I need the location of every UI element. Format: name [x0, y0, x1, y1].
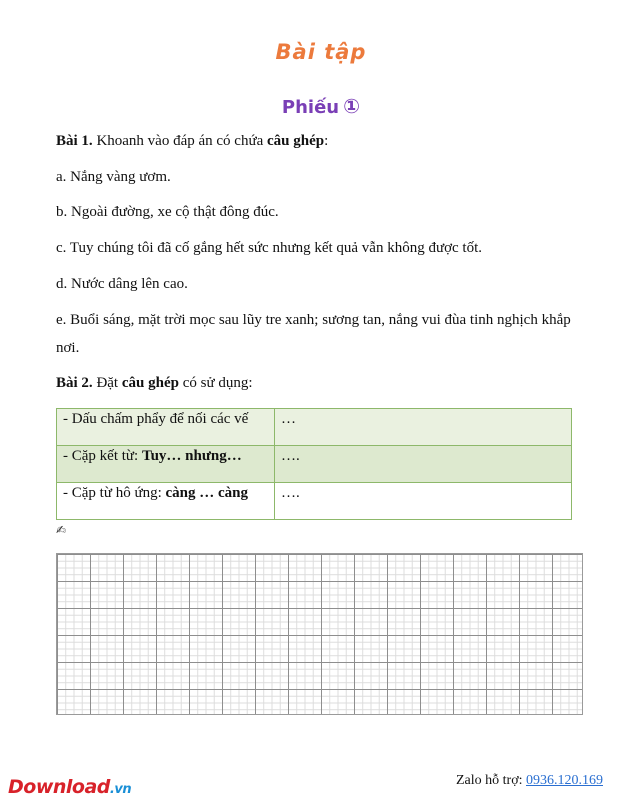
exercise-2-keyword: câu ghép [121, 375, 179, 391]
exercise-2-label: Bài 2. [56, 375, 93, 391]
option-d[interactable]: d. Nước dâng lên cao. [56, 276, 188, 292]
requirement-keyword: càng … càng [165, 485, 249, 501]
answer-cell[interactable]: … [275, 409, 572, 446]
writing-grid[interactable] [56, 553, 583, 715]
zalo-phone-link[interactable]: 0936.120.169 [526, 773, 603, 788]
exercise-2-prompt [56, 370, 253, 397]
option-a[interactable]: a. Nắng vàng ươm. [56, 169, 171, 185]
table-row [57, 409, 572, 446]
requirement-cell [57, 483, 275, 520]
worksheet-subtitle [0, 94, 642, 118]
option-c[interactable]: c. Tuy chúng tôi đã cố gắng hết sức nhưng kết quả vẫn không được tốt. [56, 240, 483, 256]
subtitle-label: Phiếu [281, 97, 340, 118]
option-e[interactable]: e. Buổi sáng, mặt trời mọc sau lũy tre xanh; sương tan, nắng vui đùa tinh nghịch khắp nơi. [56, 312, 571, 356]
table-row [57, 483, 572, 520]
zalo-support [456, 773, 603, 789]
exercise-1-keyword: câu ghép [267, 133, 325, 149]
requirement-keyword: Tuy… nhưng… [141, 448, 242, 464]
worksheet-title: Bài tập [275, 40, 367, 64]
exercise-2-text-end: có sử dụng: [178, 375, 253, 391]
logo-suffix: .vn [109, 782, 132, 797]
requirement-cell [57, 446, 275, 483]
exercise-1-text: Khoanh vào đáp án có chứa [92, 133, 268, 149]
requirement-text: - Cặp từ hô ứng: [63, 485, 166, 501]
option-b[interactable]: b. Ngoài đường, xe cộ thật đông đúc. [56, 204, 279, 220]
answer-cell[interactable]: …. [275, 446, 572, 483]
answer-cell[interactable]: …. [275, 483, 572, 520]
logo-main: Download [8, 776, 110, 798]
table-row [57, 446, 572, 483]
pencil-icon: ✍ [56, 523, 67, 537]
requirement-cell [57, 409, 275, 446]
exercise-1-label: Bài 1. [56, 133, 93, 149]
download-logo[interactable] [8, 776, 131, 798]
requirement-text: - Cặp kết từ: [63, 448, 142, 464]
exercise-1-prompt [56, 128, 328, 155]
exercise-2-text: Đặt [92, 375, 122, 391]
zalo-label: Zalo hỗ trợ: [456, 773, 526, 788]
subtitle-number: ① [343, 94, 361, 118]
exercise-2-table [56, 408, 572, 520]
exercise-1-colon: : [324, 133, 329, 149]
requirement-text: - Dấu chấm phẩy để nối các vế [63, 411, 249, 427]
